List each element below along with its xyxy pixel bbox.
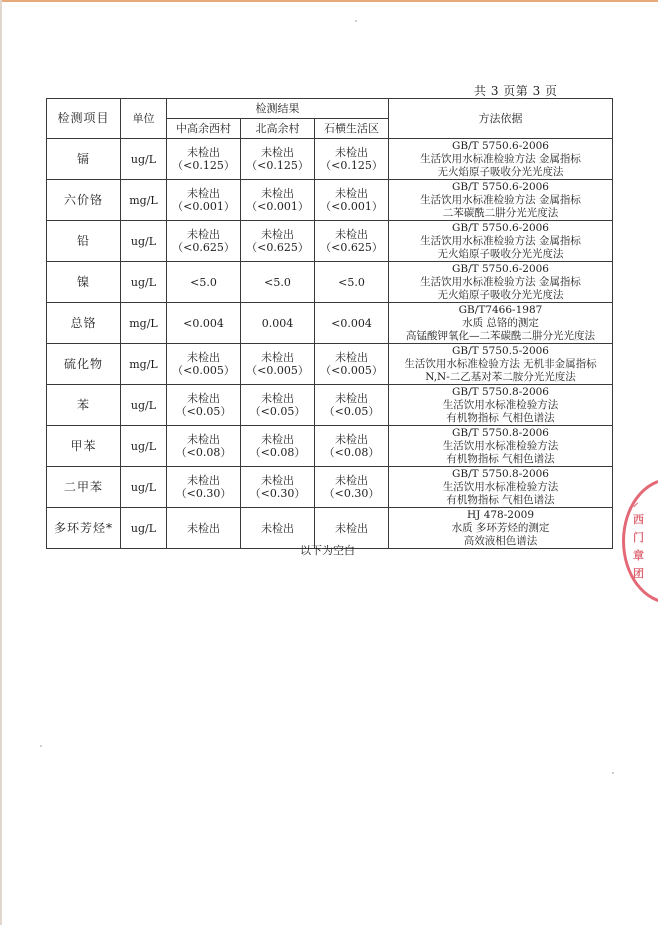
result-line: （<0.08） <box>323 446 380 459</box>
result-line: 未检出 <box>187 474 220 487</box>
table-row <box>47 180 613 221</box>
cell-unit: mg/L <box>121 344 167 385</box>
method-line: N,N-二乙基对苯二胺分光光度法 <box>425 370 576 383</box>
cell-method <box>389 262 613 303</box>
method-line: GB/T 5750.6-2006 <box>452 221 549 234</box>
cell-item: 苯 <box>47 385 121 426</box>
method-line: 水质 多环芳烃的测定 <box>451 521 550 534</box>
result-line: 未检出 <box>187 521 220 535</box>
table-row <box>47 221 613 262</box>
result-line: 未检出 <box>261 433 294 446</box>
cell-unit: ug/L <box>121 262 167 303</box>
cell-item: 铅 <box>47 221 121 262</box>
table-row <box>47 262 613 303</box>
result-line: （<0.005） <box>320 364 383 377</box>
method-line: 无火焰原子吸收分光光度法 <box>437 165 564 178</box>
result-line: <5.0 <box>190 275 217 289</box>
cell-unit: mg/L <box>121 303 167 344</box>
method-line: 生活饮用水标准检验方法 金属指标 <box>420 234 581 247</box>
result-line: 未检出 <box>187 228 220 241</box>
result-line: （<0.30） <box>323 487 380 500</box>
method-line: 生活饮用水标准检验方法 金属指标 <box>420 275 581 288</box>
header-site-1: 中高余西村 <box>167 119 241 139</box>
cell-item: 镉 <box>47 139 121 180</box>
cell-method <box>389 385 613 426</box>
table-body <box>47 139 613 549</box>
cell-item: 多环芳烃* <box>47 508 121 549</box>
method-line: 有机物指标 气相色谱法 <box>446 493 555 506</box>
result-line: 未检出 <box>187 146 220 159</box>
result-line: <5.0 <box>338 275 365 289</box>
header-unit: 单位 <box>121 99 167 139</box>
cell-result-site-3 <box>315 344 389 385</box>
cell-method <box>389 426 613 467</box>
table-row <box>47 467 613 508</box>
result-line: 未检出 <box>335 187 368 200</box>
result-line: 0.004 <box>261 316 294 330</box>
cell-result-site-3 <box>315 180 389 221</box>
cell-method <box>389 344 613 385</box>
cell-result-site-1 <box>167 385 241 426</box>
result-line: （<0.001） <box>246 200 309 213</box>
method-line: GB/T 5750.8-2006 <box>452 385 549 398</box>
header-method: 方法依据 <box>389 99 613 139</box>
cell-unit: mg/L <box>121 180 167 221</box>
footer-note: 以下为空白 <box>300 544 355 557</box>
result-line: 未检出 <box>187 433 220 446</box>
result-line: 未检出 <box>335 474 368 487</box>
cell-result-site-2 <box>241 467 315 508</box>
red-seal-stamp: ⸝ 西 门 章 团 <box>622 478 658 604</box>
header-site-2: 北高余村 <box>241 119 315 139</box>
cell-item: 总铬 <box>47 303 121 344</box>
cell-unit: ug/L <box>121 139 167 180</box>
result-line: 未检出 <box>261 474 294 487</box>
table-row <box>47 385 613 426</box>
result-line: 未检出 <box>187 392 220 405</box>
result-line: 未检出 <box>261 392 294 405</box>
method-line: 高锰酸钾氧化—二苯碳酰二肼分光光度法 <box>406 329 595 342</box>
cell-method <box>389 221 613 262</box>
result-line: （<0.05） <box>175 405 232 418</box>
table-header-row <box>47 99 613 119</box>
result-line: （<0.125） <box>320 159 383 172</box>
result-line: 未检出 <box>335 433 368 446</box>
method-line: 无火焰原子吸收分光光度法 <box>437 288 564 301</box>
method-line: 有机物指标 气相色谱法 <box>446 411 555 424</box>
result-line: 未检出 <box>335 392 368 405</box>
method-line: 无火焰原子吸收分光光度法 <box>437 247 564 260</box>
result-line: （<0.005） <box>246 364 309 377</box>
method-line: 有机物指标 气相色谱法 <box>446 452 555 465</box>
header-results: 检测结果 <box>167 99 389 119</box>
cell-method <box>389 139 613 180</box>
method-line: 生活饮用水标准检验方法 无机非金属指标 <box>404 357 597 370</box>
header-site-3: 石横生活区 <box>315 119 389 139</box>
page-top-edge <box>0 0 658 2</box>
cell-result-site-1 <box>167 221 241 262</box>
header-item: 检测项目 <box>47 99 121 139</box>
table-row <box>47 303 613 344</box>
result-line: 未检出 <box>187 351 220 364</box>
table-row <box>47 426 613 467</box>
cell-result-site-3 <box>315 426 389 467</box>
cell-result-site-1 <box>167 262 241 303</box>
stamp-char: 门 <box>633 531 644 544</box>
result-line: （<0.125） <box>172 159 235 172</box>
result-line: 未检出 <box>261 228 294 241</box>
method-line: 高效液相色谱法 <box>463 534 538 547</box>
cell-item: 镍 <box>47 262 121 303</box>
table-row <box>47 344 613 385</box>
method-line: 二苯碳酰二肼分光光度法 <box>442 206 559 219</box>
result-line: <5.0 <box>264 275 291 289</box>
cell-result-site-2 <box>241 426 315 467</box>
result-line: （<0.08） <box>175 446 232 459</box>
result-line: 未检出 <box>261 521 294 535</box>
method-line: GB/T7466-1987 <box>458 303 543 316</box>
test-results-table <box>46 98 613 549</box>
result-line: （<0.001） <box>172 200 235 213</box>
result-line: （<0.625） <box>172 241 235 254</box>
result-line: （<0.05） <box>249 405 306 418</box>
method-line: HJ 478-2009 <box>466 508 534 521</box>
cell-result-site-1 <box>167 303 241 344</box>
result-line: 未检出 <box>261 351 294 364</box>
cell-result-site-2 <box>241 221 315 262</box>
cell-result-site-3 <box>315 139 389 180</box>
cell-result-site-2 <box>241 262 315 303</box>
cell-unit: ug/L <box>121 426 167 467</box>
result-line: （<0.08） <box>249 446 306 459</box>
cell-result-site-2 <box>241 344 315 385</box>
cell-item: 六价铬 <box>47 180 121 221</box>
result-line: 未检出 <box>335 521 368 535</box>
stamp-char: 西 <box>633 513 644 526</box>
page-left-edge <box>0 0 2 925</box>
result-line: 未检出 <box>187 187 220 200</box>
result-line: （<0.625） <box>320 241 383 254</box>
cell-result-site-1 <box>167 467 241 508</box>
cell-item: 甲苯 <box>47 426 121 467</box>
result-line: （<0.005） <box>172 364 235 377</box>
method-line: 生活饮用水标准检验方法 <box>442 480 559 493</box>
result-line: 未检出 <box>261 187 294 200</box>
result-line: 未检出 <box>261 146 294 159</box>
scan-speck <box>40 745 42 747</box>
cell-method <box>389 303 613 344</box>
cell-unit: ug/L <box>121 221 167 262</box>
result-line: （<0.625） <box>246 241 309 254</box>
stamp-char: 章 <box>633 549 644 562</box>
result-line: （<0.125） <box>246 159 309 172</box>
result-line: （<0.05） <box>323 405 380 418</box>
method-line: GB/T 5750.8-2006 <box>452 426 549 439</box>
result-line: （<0.30） <box>249 487 306 500</box>
method-line: 生活饮用水标准检验方法 金属指标 <box>420 152 581 165</box>
cell-result-site-3 <box>315 262 389 303</box>
result-line: <0.004 <box>183 316 224 330</box>
table-row <box>47 139 613 180</box>
result-line: <0.004 <box>331 316 372 330</box>
method-line: GB/T 5750.6-2006 <box>452 139 549 152</box>
cell-result-site-3 <box>315 221 389 262</box>
method-line: GB/T 5750.6-2006 <box>452 262 549 275</box>
cell-result-site-3 <box>315 303 389 344</box>
cell-result-site-3 <box>315 467 389 508</box>
cell-result-site-1 <box>167 508 241 549</box>
cell-item: 二甲苯 <box>47 467 121 508</box>
cell-result-site-3 <box>315 385 389 426</box>
cell-result-site-1 <box>167 139 241 180</box>
cell-unit: ug/L <box>121 467 167 508</box>
result-line: （<0.001） <box>320 200 383 213</box>
scan-speck <box>355 20 357 22</box>
result-line: 未检出 <box>335 146 368 159</box>
cell-result-site-2 <box>241 180 315 221</box>
result-line: （<0.30） <box>175 487 232 500</box>
method-line: 水质 总铬的测定 <box>462 316 539 329</box>
cell-method <box>389 180 613 221</box>
method-line: GB/T 5750.8-2006 <box>452 467 549 480</box>
cell-method <box>389 467 613 508</box>
cell-result-site-2 <box>241 139 315 180</box>
cell-method <box>389 508 613 549</box>
scan-speck <box>612 772 614 774</box>
cell-result-site-2 <box>241 385 315 426</box>
result-line: 未检出 <box>335 228 368 241</box>
cell-result-site-1 <box>167 180 241 221</box>
stamp-char: 团 <box>633 567 644 580</box>
cell-result-site-1 <box>167 426 241 467</box>
cell-item: 硫化物 <box>47 344 121 385</box>
cell-unit: ug/L <box>121 385 167 426</box>
cell-result-site-1 <box>167 344 241 385</box>
result-line: 未检出 <box>335 351 368 364</box>
method-line: 生活饮用水标准检验方法 金属指标 <box>420 193 581 206</box>
cell-unit: ug/L <box>121 508 167 549</box>
method-line: 生活饮用水标准检验方法 <box>442 439 559 452</box>
cell-result-site-2 <box>241 303 315 344</box>
method-line: GB/T 5750.6-2006 <box>452 180 549 193</box>
method-line: GB/T 5750.5-2006 <box>452 344 549 357</box>
method-line: 生活饮用水标准检验方法 <box>442 398 559 411</box>
page-number: 共 3 页第 3 页 <box>474 84 558 98</box>
